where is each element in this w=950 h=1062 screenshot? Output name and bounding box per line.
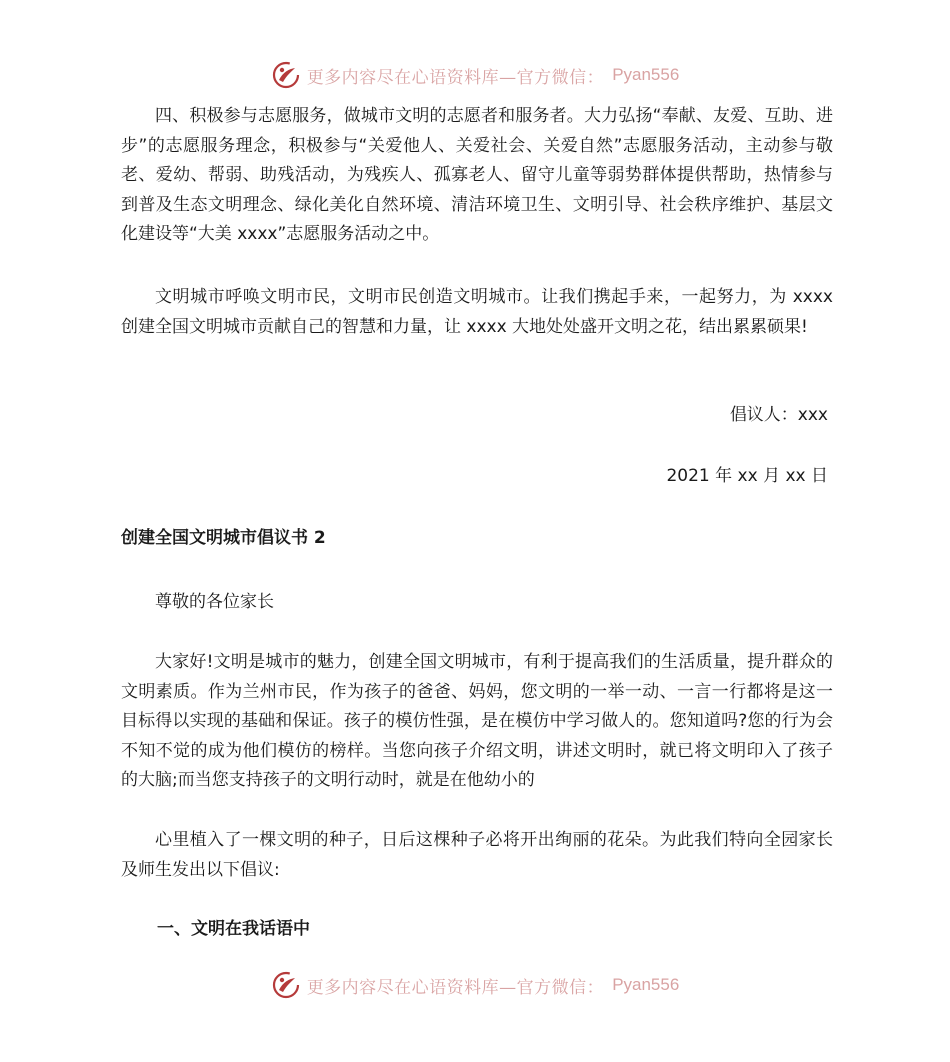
header-watermark (0, 58, 950, 92)
brush-circle-logo-icon (271, 970, 301, 1000)
salutation: 尊敬的各位家长 (155, 592, 274, 612)
brush-circle-logo-icon (271, 60, 301, 90)
watermark-text: 更多内容尽在心语资料库—官方微信： (306, 977, 605, 998)
watermark-wechat-id: Pyan556 (612, 65, 680, 84)
paragraph-greeting: 大家好!文明是城市的魅力，创建全国文明城市，有利于提高我们的生活质量，提升群众的文明素质。作为兰州市民，作为孩子的爸爸、妈妈，您文明的一举一动、一言一行都将是这一目标得以实现的基础和保证。孩子的模仿性强，是在模仿中学习做人的。您知道吗?您的行为会不知不觉的成为他们模仿的榜样。当您向孩子介绍文明，讲述文明时，就已将文明印入了孩子的大脑;而当您支持孩子的文明行动时，就是在他幼小的 (121, 652, 833, 790)
paragraph-volunteer-service: 四、积极参与志愿服务，做城市文明的志愿者和服务者。大力弘扬“奉献、友爱、互助、进步”的志愿服务理念，积极参与“关爱他人、关爱社会、关爱自然”志愿服务活动，主动参与敬老、爱幼、帮弱、助残活动，为残疾人、孤寡老人、留守儿童等弱势群体提供帮助，热情参与到普及生态文明理念、绿化美化自然环境、清洁环境卫生、文明引导、社会秩序维护、基层文化建设等“大美 xxxx”志愿服务活动之中。 (121, 106, 833, 244)
footer-watermark (0, 968, 950, 1002)
subheading-civilized-speech: 一、文明在我话语中 (157, 919, 310, 939)
watermark-wechat-id: Pyan556 (612, 975, 680, 994)
signature-line: 倡议人：xxx (729, 405, 828, 425)
paragraph-proposal-intro: 心里植入了一棵文明的种子，日后这棵种子必将开出绚丽的花朵。为此我们特向全园家长及师生发出以下倡议: (121, 830, 833, 880)
paragraph-call-to-action: 文明城市呼唤文明市民，文明市民创造文明城市。让我们携起手来，一起努力，为 xxxx 创建全国文明城市贡献自己的智慧和力量，让 xxxx 大地处处盛开文明之花，结出累累硕果! (121, 287, 833, 337)
section-title: 创建全国文明城市倡议书 2 (121, 528, 326, 548)
date-line: 2021 年 xx 月 xx 日 (666, 466, 828, 486)
watermark-text: 更多内容尽在心语资料库—官方微信： (306, 67, 605, 88)
